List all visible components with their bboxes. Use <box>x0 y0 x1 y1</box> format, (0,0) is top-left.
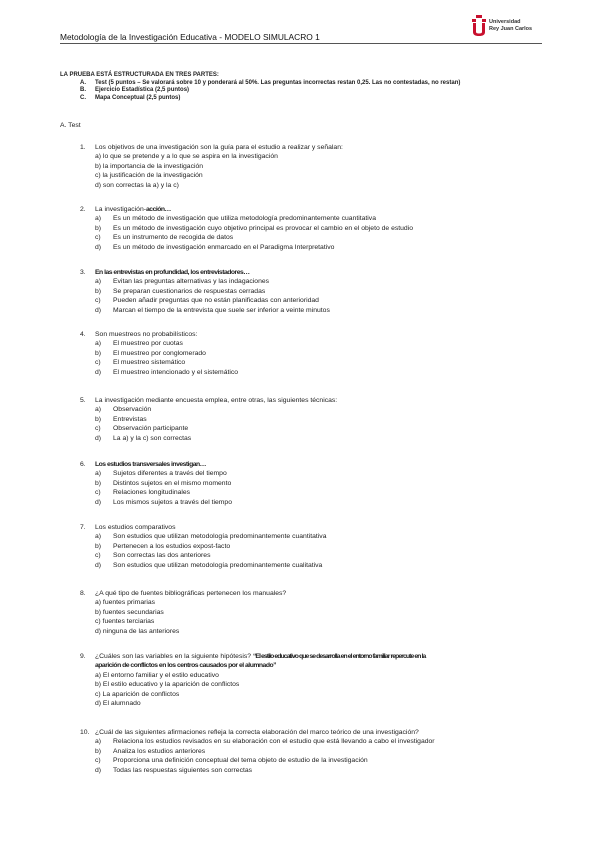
question-number: 4. <box>80 331 86 338</box>
option-letter: c) <box>95 297 101 305</box>
option-text: Distintos sujetos en el mismo momento <box>113 479 232 487</box>
question-9 <box>80 652 560 708</box>
part-letter: B. <box>80 87 86 94</box>
question-number: 9. <box>80 653 86 660</box>
option-letter: a) <box>95 278 102 286</box>
question-1 <box>80 143 560 190</box>
answer-option <box>80 469 560 478</box>
answer-option <box>80 415 560 424</box>
answer-option <box>80 306 560 315</box>
option-text: Los mismos sujetos a través del tiempo <box>113 498 232 506</box>
question-number: 5. <box>80 397 86 404</box>
header-divider <box>60 43 542 44</box>
answer-option: a) lo que se pretende y a lo que se aspira en la investigación <box>95 153 278 161</box>
answer-option: b) la importancia de la investigación <box>95 162 204 170</box>
option-letter: b) <box>95 479 102 487</box>
answer-option <box>80 214 560 223</box>
option-text: Analiza los estudios anteriores <box>113 747 206 755</box>
option-letter: c) <box>95 234 101 242</box>
option-text: Relaciones longitudinales <box>113 489 191 497</box>
option-letter: c) <box>95 489 101 497</box>
answer-option <box>80 551 560 560</box>
question-text: Los objetivos de una investigación son la guía para el estudio a realizar y señalan: <box>95 144 343 151</box>
option-text: Observación participante <box>113 425 189 433</box>
option-text: El muestreo intencionado y el sistemático <box>113 368 239 376</box>
question-text: Los estudios comparativos <box>95 524 176 531</box>
option-letter: b) <box>95 224 102 232</box>
option-text: El muestreo sistemático <box>113 359 186 367</box>
option-text: El muestreo por conglomerado <box>113 349 206 357</box>
option-letter: d) <box>95 434 102 442</box>
question-10 <box>80 728 560 775</box>
option-letter: a) <box>95 738 102 746</box>
question-number: 7. <box>80 524 86 531</box>
question-stem <box>80 460 560 469</box>
answer-option <box>80 277 560 286</box>
question-number: 6. <box>80 461 86 468</box>
option-letter: a) <box>95 406 102 414</box>
structure-part <box>60 87 550 95</box>
part-text: Mapa Conceptual (2,5 puntos) <box>95 95 181 102</box>
option-letter: d) <box>95 498 102 506</box>
option-letter: a) <box>95 533 102 541</box>
answer-option: d) El alumnado <box>95 700 141 708</box>
question-stem <box>80 268 560 277</box>
structure-part <box>60 80 550 88</box>
answer-option <box>80 479 560 488</box>
option-text: Proporciona una definición conceptual del tema objeto de estudio de la investigación <box>113 757 368 765</box>
question-text: Son muestreos no probabilísticos: <box>95 331 198 338</box>
question-stem <box>80 589 560 598</box>
question-stem <box>80 652 560 661</box>
answer-option <box>80 737 560 746</box>
option-letter: d) <box>95 306 102 314</box>
structure-heading: LA PRUEBA ESTÁ ESTRUCTURADA EN TRES PARTES: <box>60 72 219 78</box>
answer-option: c) fuentes terciarias <box>95 618 155 626</box>
answer-option <box>80 368 560 377</box>
question-text: ¿Cuál de las siguientes afirmaciones refleja la correcta elaboración del marco teórico de una investigación? <box>95 729 419 736</box>
option-text: Entrevistas <box>113 415 147 423</box>
question-3 <box>80 268 560 315</box>
answer-option <box>80 349 560 358</box>
section-heading: A. Test <box>60 122 81 129</box>
option-letter: a) <box>95 215 102 223</box>
university-logo <box>472 15 552 41</box>
question-number: 8. <box>80 590 86 597</box>
option-letter: b) <box>95 349 102 357</box>
answer-option <box>80 561 560 570</box>
part-text: Test (5 puntos – Se valorará sobre 10 y ponderará al 50%. Las preguntas incorrectas restan 0,25. Las no contestadas, no restan) <box>95 79 461 86</box>
option-text: Es un instrumento de recogida de datos <box>113 234 234 242</box>
option-letter: b) <box>95 287 102 295</box>
question-text-bold: “El estilo educativo que se desarrolla en el entorno familiar repercute en la <box>252 653 426 660</box>
university-logo-text <box>489 19 532 32</box>
option-text: El muestreo por cuotas <box>113 340 183 348</box>
option-letter: c) <box>95 359 101 367</box>
option-text: Sujetos diferentes a través del tiempo <box>113 470 227 478</box>
option-text: Son estudios que utilizan metodología predominantemente cuantitativa <box>113 533 327 541</box>
answer-option <box>80 358 560 367</box>
option-text: Evitan las preguntas alternativas y las indagaciones <box>113 278 270 286</box>
option-letter: b) <box>95 542 102 550</box>
option-text: Observación <box>113 406 152 414</box>
question-6 <box>80 460 560 507</box>
answer-option <box>80 233 560 242</box>
option-text: Son correctas las dos anteriores <box>113 552 211 560</box>
question-number: 3. <box>80 269 86 276</box>
answer-option <box>80 747 560 756</box>
answer-option <box>80 434 560 443</box>
answer-option <box>80 542 560 551</box>
answer-option <box>80 243 560 252</box>
option-letter: d) <box>95 766 102 774</box>
question-7 <box>80 523 560 570</box>
question-text-bold: acción… <box>146 206 171 213</box>
option-text: Es un método de investigación cuyo objetivo principal es provocar el cambio en el objeto de estudio <box>113 224 413 232</box>
answer-option: a) fuentes primarias <box>95 599 156 607</box>
question-text: ¿Cuáles son las variables en la siguiente hipótesis? <box>95 653 253 660</box>
option-text: Es un método de investigación enmarcado en el Paradigma Interpretativo <box>113 243 335 251</box>
answer-option <box>80 532 560 541</box>
question-text-bold: En las entrevistas en profundidad, los entrevistadores… <box>95 269 250 276</box>
answer-option: b) El estilo educativo y la aparición de conflictos <box>95 681 240 689</box>
question-text: ¿A qué tipo de fuentes bibliográficas pertenecen los manuales? <box>95 590 287 597</box>
question-stem-continuation <box>80 661 560 670</box>
answer-option: b) fuentes secundarias <box>95 608 164 616</box>
answer-option <box>80 405 560 414</box>
question-stem <box>80 396 560 405</box>
option-text: Es un método de investigación que utiliza metodología predominantemente cuantitativa <box>113 215 376 223</box>
option-text: La a) y la c) son correctas <box>113 434 192 442</box>
question-number: 2. <box>80 206 86 213</box>
answer-option <box>80 756 560 765</box>
question-stem <box>80 143 560 152</box>
answer-option: c) la justificación de la investigación <box>95 172 203 180</box>
option-letter: c) <box>95 552 101 560</box>
option-text: Relaciona los estudios revisados en su elaboración con el estudio que está llevando a cabo el investigador <box>113 738 435 746</box>
structure-part <box>60 95 550 103</box>
question-text: La investigación mediante encuesta emplea, entre otras, las siguientes técnicas: <box>95 397 338 404</box>
option-text: Son estudios que utilizan metodología predominantemente cualitativa <box>113 561 323 569</box>
part-letter: C. <box>80 95 86 102</box>
option-letter: b) <box>95 415 102 423</box>
part-text: Ejercicio Estadística (2,5 puntos) <box>95 87 190 94</box>
option-text: Pertenecen a los estudios expost-facto <box>113 542 231 550</box>
question-text: La investigación- <box>95 206 147 213</box>
answer-option <box>80 498 560 507</box>
question-8 <box>80 589 560 636</box>
question-number: 10. <box>80 729 90 736</box>
question-5 <box>80 396 560 443</box>
option-letter: c) <box>95 425 101 433</box>
answer-option: d) ninguna de las anteriores <box>95 627 180 635</box>
answer-option: d) son correctas la a) y la c) <box>95 181 179 189</box>
option-letter: a) <box>95 470 102 478</box>
question-text-bold: aparición de conflictos en los centros causados por el alumnado” <box>95 662 277 670</box>
option-letter: d) <box>95 368 102 376</box>
header-title: Metodología de la Investigación Educativa - MODELO SIMULACRO 1 <box>60 32 320 42</box>
answer-option <box>80 296 560 305</box>
logo-line-1: Universidad <box>489 19 521 25</box>
exam-structure <box>60 72 550 103</box>
answer-option <box>80 488 560 497</box>
question-text-bold: Los estudios transversales investigan… <box>95 461 206 468</box>
option-letter: a) <box>95 340 102 348</box>
question-number: 1. <box>80 144 86 151</box>
answer-option <box>80 339 560 348</box>
answer-option <box>80 224 560 233</box>
option-letter: d) <box>95 243 102 251</box>
answer-option <box>80 424 560 433</box>
option-text: Se preparan cuestionarios de respuestas cerradas <box>113 287 266 295</box>
option-text: Pueden añadir preguntas que no están planificadas con anterioridad <box>113 297 319 305</box>
logo-line-2: Rey Juan Carlos <box>489 25 533 32</box>
answer-option <box>80 287 560 296</box>
question-stem <box>80 205 560 214</box>
question-stem <box>80 728 560 737</box>
answer-option: a) El entorno familiar y el estilo educativo <box>95 671 219 679</box>
option-letter: c) <box>95 757 101 765</box>
question-stem <box>80 330 560 339</box>
answer-option: c) La aparición de conflictos <box>95 690 180 698</box>
option-text: Marcan el tiempo de la entrevista que suele ser inferior a veinte minutos <box>113 306 330 314</box>
question-2 <box>80 205 560 252</box>
university-logo-icon <box>472 15 486 37</box>
part-letter: A. <box>80 79 86 86</box>
question-stem <box>80 523 560 532</box>
answer-option <box>80 766 560 775</box>
question-4 <box>80 330 560 377</box>
option-letter: b) <box>95 747 102 755</box>
option-text: Todas las respuestas siguientes son correctas <box>113 766 253 774</box>
option-letter: d) <box>95 561 102 569</box>
